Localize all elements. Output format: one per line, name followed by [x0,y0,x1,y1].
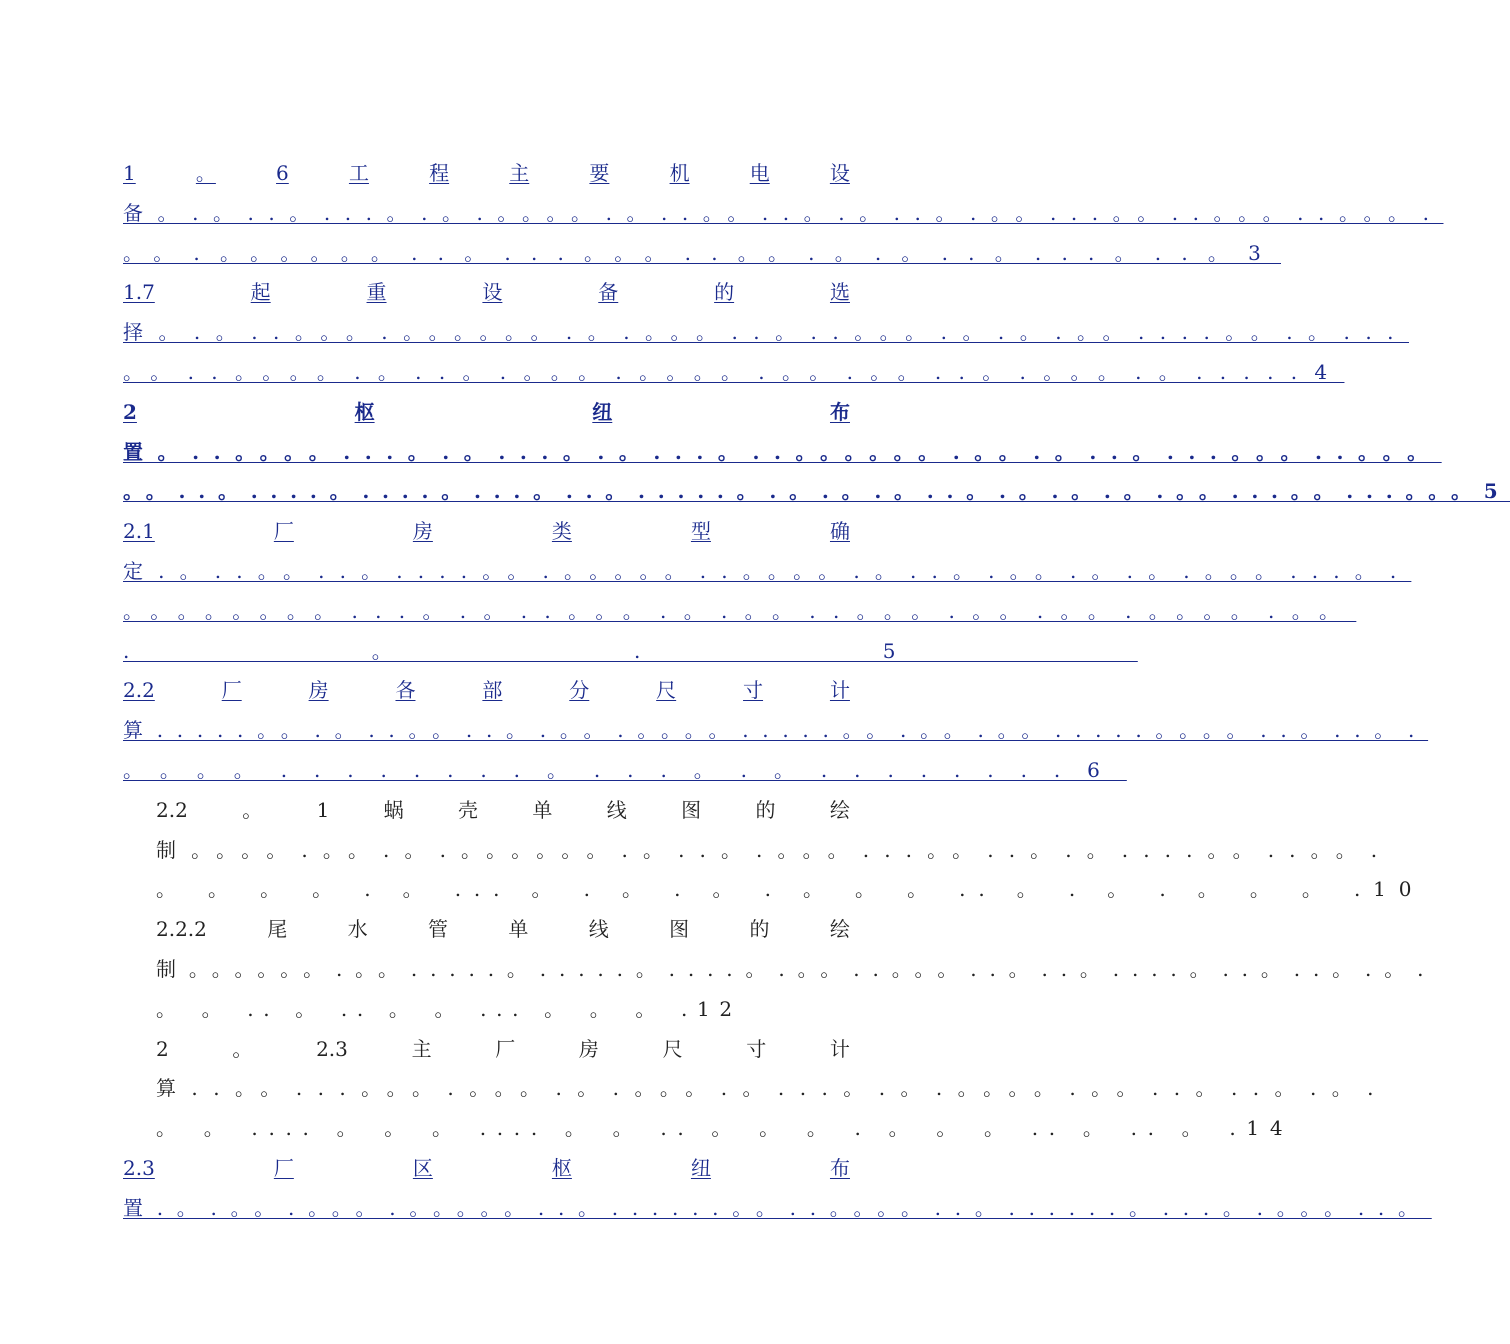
toc-link-line[interactable] [123,635,1138,665]
toc-heading-part: 部 [482,678,503,703]
toc-heading-part: 厂 [273,1156,294,1180]
toc-heading-part: 枢 [551,1156,572,1180]
toc-line [156,794,850,824]
toc-heading-part: 寸 [746,1036,767,1061]
toc-heading-part: 各 [395,678,416,703]
toc-leader-text: 。 。 .. 。 .. 。 。 ... 。 。 。 .12 [156,996,742,1021]
toc-heading-part: 2.2.2 [156,917,207,942]
toc-leader-text: 。 。 .... 。 。 。 .... 。 。 .. 。 。 。 . 。 。 。 .. 。 .. 。 .14 [156,1116,1294,1141]
toc-heading-part: 房 [308,678,329,703]
toc-leader-text: .。.5 [123,638,1138,663]
toc-heading-part: 设 [829,161,850,185]
toc-heading-part: 2.1 [123,519,155,544]
toc-heading-part: 要 [589,161,610,185]
toc-heading-part: 2 [156,1036,169,1061]
toc-leader-text: 。。..。。。。.。..。.。。。.。。。。.。。.。。..。.。。。.。.....4 [123,360,1345,384]
toc-link-line[interactable] [123,396,850,426]
toc-link-line[interactable] [123,436,1442,466]
toc-line [156,1072,1389,1102]
toc-heading-part: 电 [749,161,770,185]
toc-leader-text: 。。..。....。....。...。..。.....。.。.。.。..。.。.。.。.。。...。。...。。。5 [123,479,1510,504]
toc-heading-part: 工 [348,161,369,185]
toc-heading-part: 蜗 [383,797,404,822]
toc-link-line[interactable] [123,1152,850,1182]
toc-link-line[interactable] [123,1192,1432,1222]
toc-heading-part: 起 [250,280,271,305]
toc-heading-part: 2.3 [123,1156,155,1180]
toc-heading-part: 2 [123,399,137,424]
toc-leader-text: 算.....。。.。..。。..。.。。.。。。。.....。。.。。.。。.....。。。。..。..。. [123,718,1429,743]
toc-heading-part: 计 [829,1036,850,1061]
toc-heading-part: 机 [669,161,690,185]
toc-heading-part: 图 [669,917,690,942]
toc-link-line[interactable] [123,714,1429,744]
toc-heading-part: 重 [366,280,387,305]
toc-heading-part: 纽 [690,1156,711,1180]
toc-link-line[interactable] [123,595,1357,625]
toc-heading-part: 枢 [354,399,375,424]
toc-heading-part: 房 [578,1036,599,1061]
toc-link-line[interactable] [123,276,850,306]
toc-leader-text: 置。..。。。。...。.。...。.。...。..。。。。。。.。。.。..。...。。。..。。。 [123,439,1442,464]
toc-heading-part: 2.2 [123,678,155,703]
toc-heading-part: 绘 [829,917,850,942]
toc-heading-part: 尾 [267,917,288,942]
toc-heading-part: 计 [829,678,850,703]
toc-leader-text: 制。。。。。。.。。.....。.....。....。.。。..。。。..。..。....。..。..。.。. [156,957,1437,981]
toc-link-line[interactable] [123,157,850,187]
toc-heading-part: 型 [690,519,711,544]
toc-leader-text: 备。.。..。...。.。.。。。。.。..。。..。.。..。.。。...。。..。。。..。。。. [123,200,1444,225]
toc-heading-part: 绘 [829,797,850,822]
toc-link-line[interactable] [123,316,1409,346]
toc-heading-part: 布 [829,1156,850,1180]
toc-heading-part: 厂 [495,1036,516,1061]
toc-leader-text: 定.。..。。..。....。。.。。。。。..。。。。.。..。.。。.。.。.。。。...。. [123,559,1412,583]
toc-link-line[interactable] [123,555,1412,585]
toc-heading-part: 1 [123,161,136,185]
toc-link-line[interactable] [123,475,1510,505]
toc-line [156,834,1393,864]
toc-line [156,1033,850,1063]
toc-heading-part: 主 [411,1036,432,1061]
toc-heading-part: 厂 [221,678,242,703]
toc-heading-part: 。 [242,797,263,822]
toc-heading-part: 管 [428,917,449,942]
toc-heading-part: 。 [195,161,216,185]
toc-leader-text: 算..。。...。。。.。。。.。.。。。.。...。.。.。。。。.。。..。..。.。. [156,1076,1389,1101]
toc-leader-text: 制。。。。.。。.。.。。。。。。.。..。.。。。...。。..。.。....。。..。。. [156,837,1393,862]
toc-heading-part: 寸 [743,678,764,703]
toc-heading-part: 纽 [592,399,613,424]
toc-link-line[interactable] [123,674,850,704]
toc-line [156,873,1425,903]
toc-leader-text: 。 。 。 。 . 。 ... 。 . 。 . 。 . 。 。 。 .. 。 . 。 . 。 。 。 .10 [156,877,1425,902]
toc-heading-part: 图 [681,797,702,822]
toc-heading-part: 2.2 [156,797,188,822]
toc-leader-text: 。。.。。。。。。..。...。。。..。。.。.。..。...。..。3 [123,240,1281,265]
toc-link-line[interactable] [123,515,850,545]
toc-heading-part: 房 [412,519,433,544]
toc-heading-part: 2.3 [316,1036,348,1061]
toc-link-line[interactable] [123,356,1345,386]
toc-heading-part: 水 [347,917,368,942]
toc-heading-part: 1 [316,797,330,822]
toc-link-line[interactable] [123,197,1444,227]
toc-line [156,913,850,943]
toc-line [156,953,1437,983]
toc-heading-part: 尺 [662,1036,683,1061]
toc-link-line[interactable] [123,754,1127,784]
toc-line [156,1112,1294,1142]
toc-link-line[interactable] [123,237,1281,267]
toc-heading-part: 程 [429,161,450,185]
toc-heading-part: 设 [482,280,503,305]
toc-line [156,993,850,1023]
toc-heading-part: 。 [232,1036,253,1061]
toc-heading-part: 的 [749,917,770,942]
toc-heading-part: 厂 [273,519,294,544]
toc-heading-part: 布 [829,399,850,424]
toc-heading-part: 选 [829,280,850,305]
toc-leader-text: 置.。.。。.。。。.。。。。。..。......。。..。。。。..。......。...。.。。。..。 [123,1195,1432,1220]
toc-heading-part: 的 [714,280,735,305]
toc-heading-part: 的 [755,797,776,822]
toc-heading-part: 主 [509,161,530,185]
toc-heading-part: 单 [532,797,553,822]
toc-leader-text: 择。.。..。。。.。。。。。。.。.。。。..。..。。。.。.。.。。....。。.。... [123,320,1409,345]
toc-heading-part: 类 [551,519,572,544]
toc-heading-part: 确 [829,519,850,544]
toc-heading-part: 线 [606,797,627,822]
toc-heading-part: 尺 [656,678,677,703]
toc-heading-part: 1.7 [123,280,155,305]
toc-leader-text: 。。。。。。。。...。.。..。。。.。.。。..。。。.。。.。。.。。。。.。。 [123,598,1357,623]
toc-heading-part: 单 [508,917,529,942]
toc-heading-part: 备 [598,280,619,305]
toc-heading-part: 分 [569,678,590,703]
toc-heading-part: 6 [276,161,289,185]
toc-heading-part: 线 [588,917,609,942]
toc-leader-text: 。。。。........。...。.。........6 [123,758,1127,782]
toc-heading-part: 壳 [458,797,479,822]
toc-heading-part: 区 [412,1156,433,1180]
